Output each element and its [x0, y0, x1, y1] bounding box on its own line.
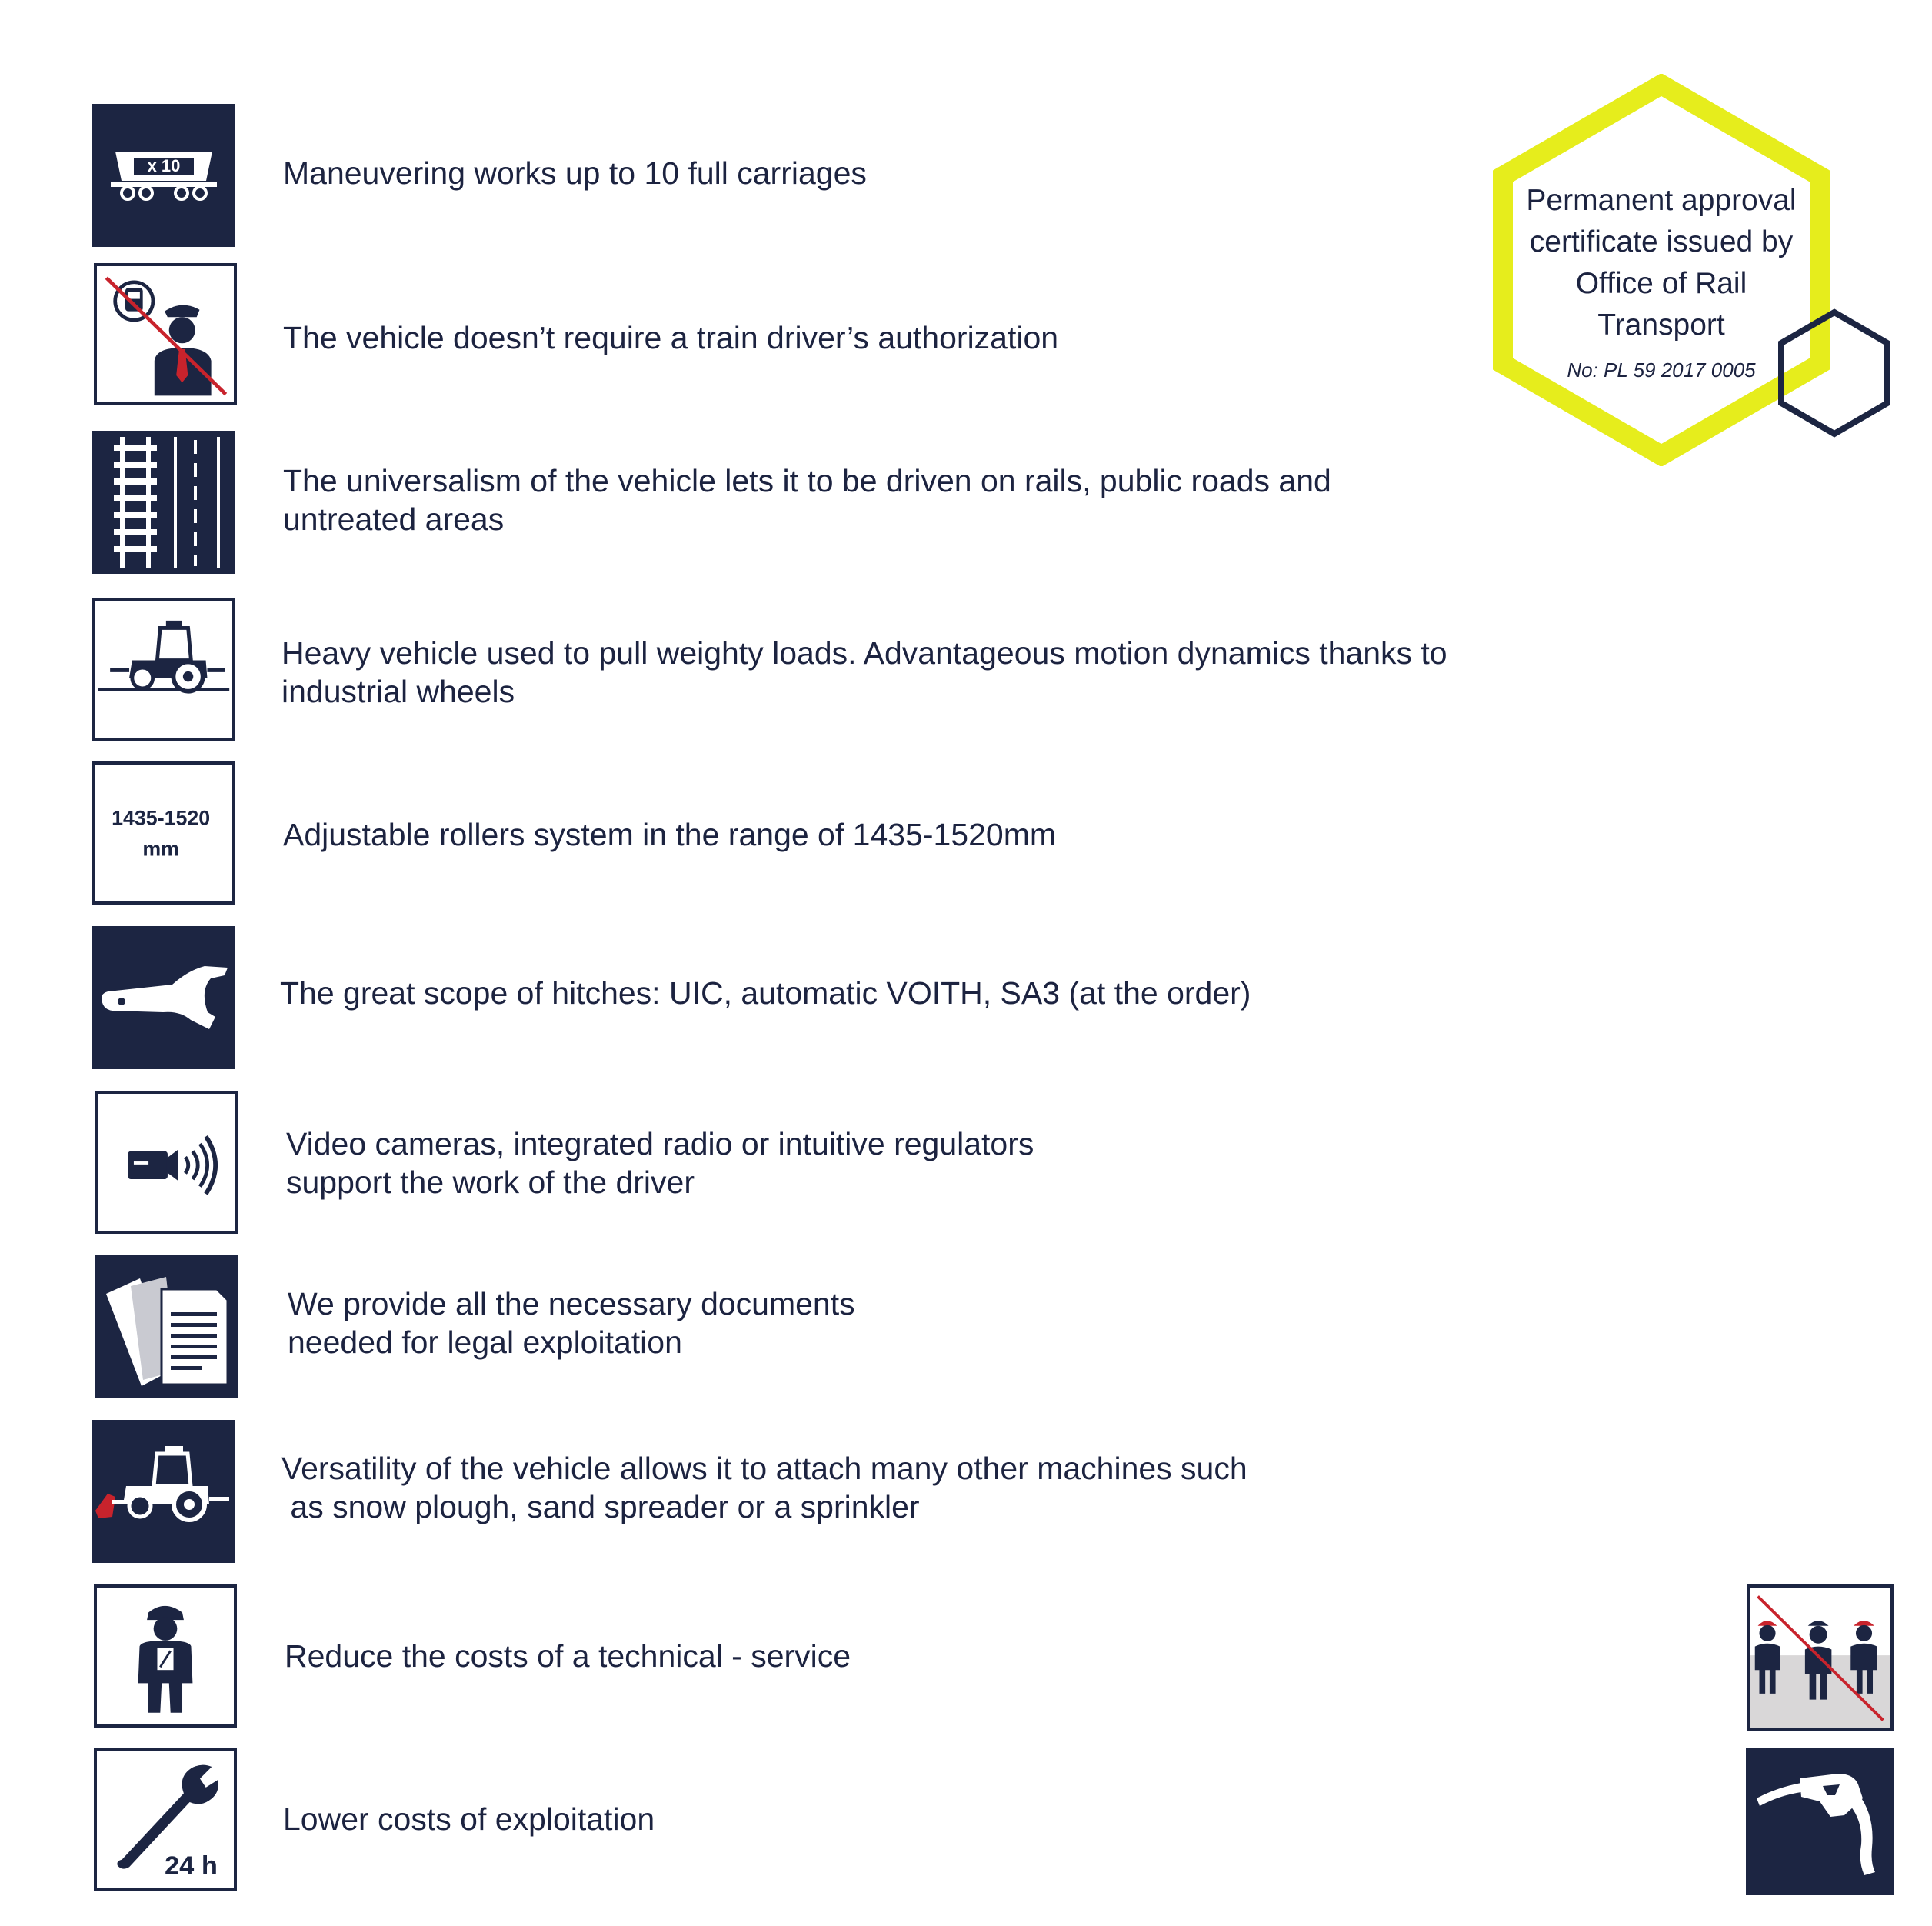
- feature-text-9a: Versatility of the vehicle allows it to attach many other machines such: [281, 1451, 1247, 1486]
- feature-text-4a: Heavy vehicle used to pull weighty loads. Advantageous motion dynamics thanks to: [281, 635, 1447, 671]
- hitch-icon: [92, 926, 235, 1069]
- feature-text-2: The vehicle doesn’t require a train driver’s authorization: [283, 320, 1059, 355]
- 24h-label: 24 h: [165, 1851, 218, 1881]
- navy-hexagon-icon: [1777, 308, 1892, 438]
- no-workers-icon: [1747, 1584, 1894, 1731]
- feature-text-1: Maneuvering works up to 10 full carriages: [283, 155, 867, 191]
- feature-text-7b: support the work of the driver: [286, 1165, 695, 1200]
- camera-radio-icon: [95, 1091, 238, 1234]
- tractor-plough-icon: [92, 1420, 235, 1563]
- feature-text-3a: The universalism of the vehicle lets it to be driven on rails, public roads and: [283, 463, 1331, 498]
- carriages-x10-icon: [92, 104, 235, 247]
- tractor-icon: [92, 598, 235, 741]
- carriages-label: x 10: [147, 156, 181, 175]
- certificate-line-1: Permanent approval: [1526, 184, 1797, 217]
- feature-text-9b: as snow plough, sand spreader or a sprinkler: [281, 1489, 920, 1524]
- feature-text-3b: untreated areas: [283, 501, 505, 537]
- feature-text-11: Lower costs of exploitation: [283, 1801, 655, 1837]
- feature-text-8b: needed for legal exploitation: [288, 1325, 682, 1360]
- wrench-24h-icon: [94, 1748, 237, 1891]
- feature-text-7a: Video cameras, integrated radio or intuitive regulators: [286, 1126, 1034, 1161]
- no-train-driver-icon: [94, 263, 237, 405]
- feature-text-8a: We provide all the necessary documents: [288, 1286, 855, 1321]
- mechanic-icon: [94, 1584, 237, 1728]
- documents-icon: [95, 1255, 238, 1398]
- feature-text-5: Adjustable rollers system in the range of 1435-1520mm: [283, 817, 1057, 852]
- feature-text-10: Reduce the costs of a technical - service: [285, 1638, 851, 1674]
- feature-text-6: The great scope of hitches: UIC, automatic VOITH, SA3 (at the order): [280, 975, 1251, 1011]
- certificate-line-2: certificate issued by: [1529, 225, 1794, 258]
- certificate-line-3: Office of Rail: [1575, 267, 1747, 300]
- track-gauge-icon: [92, 761, 235, 905]
- certificate-line-4: Transport: [1597, 308, 1725, 342]
- track-gauge-unit: mm: [142, 837, 179, 861]
- rails-and-road-icon: [92, 431, 235, 574]
- fuel-nozzle-icon: [1746, 1748, 1894, 1895]
- feature-text-4b: industrial wheels: [281, 674, 515, 709]
- certificate-number: No: PL 59 2017 0005: [1567, 358, 1756, 382]
- track-gauge-label: 1435-1520: [112, 806, 211, 830]
